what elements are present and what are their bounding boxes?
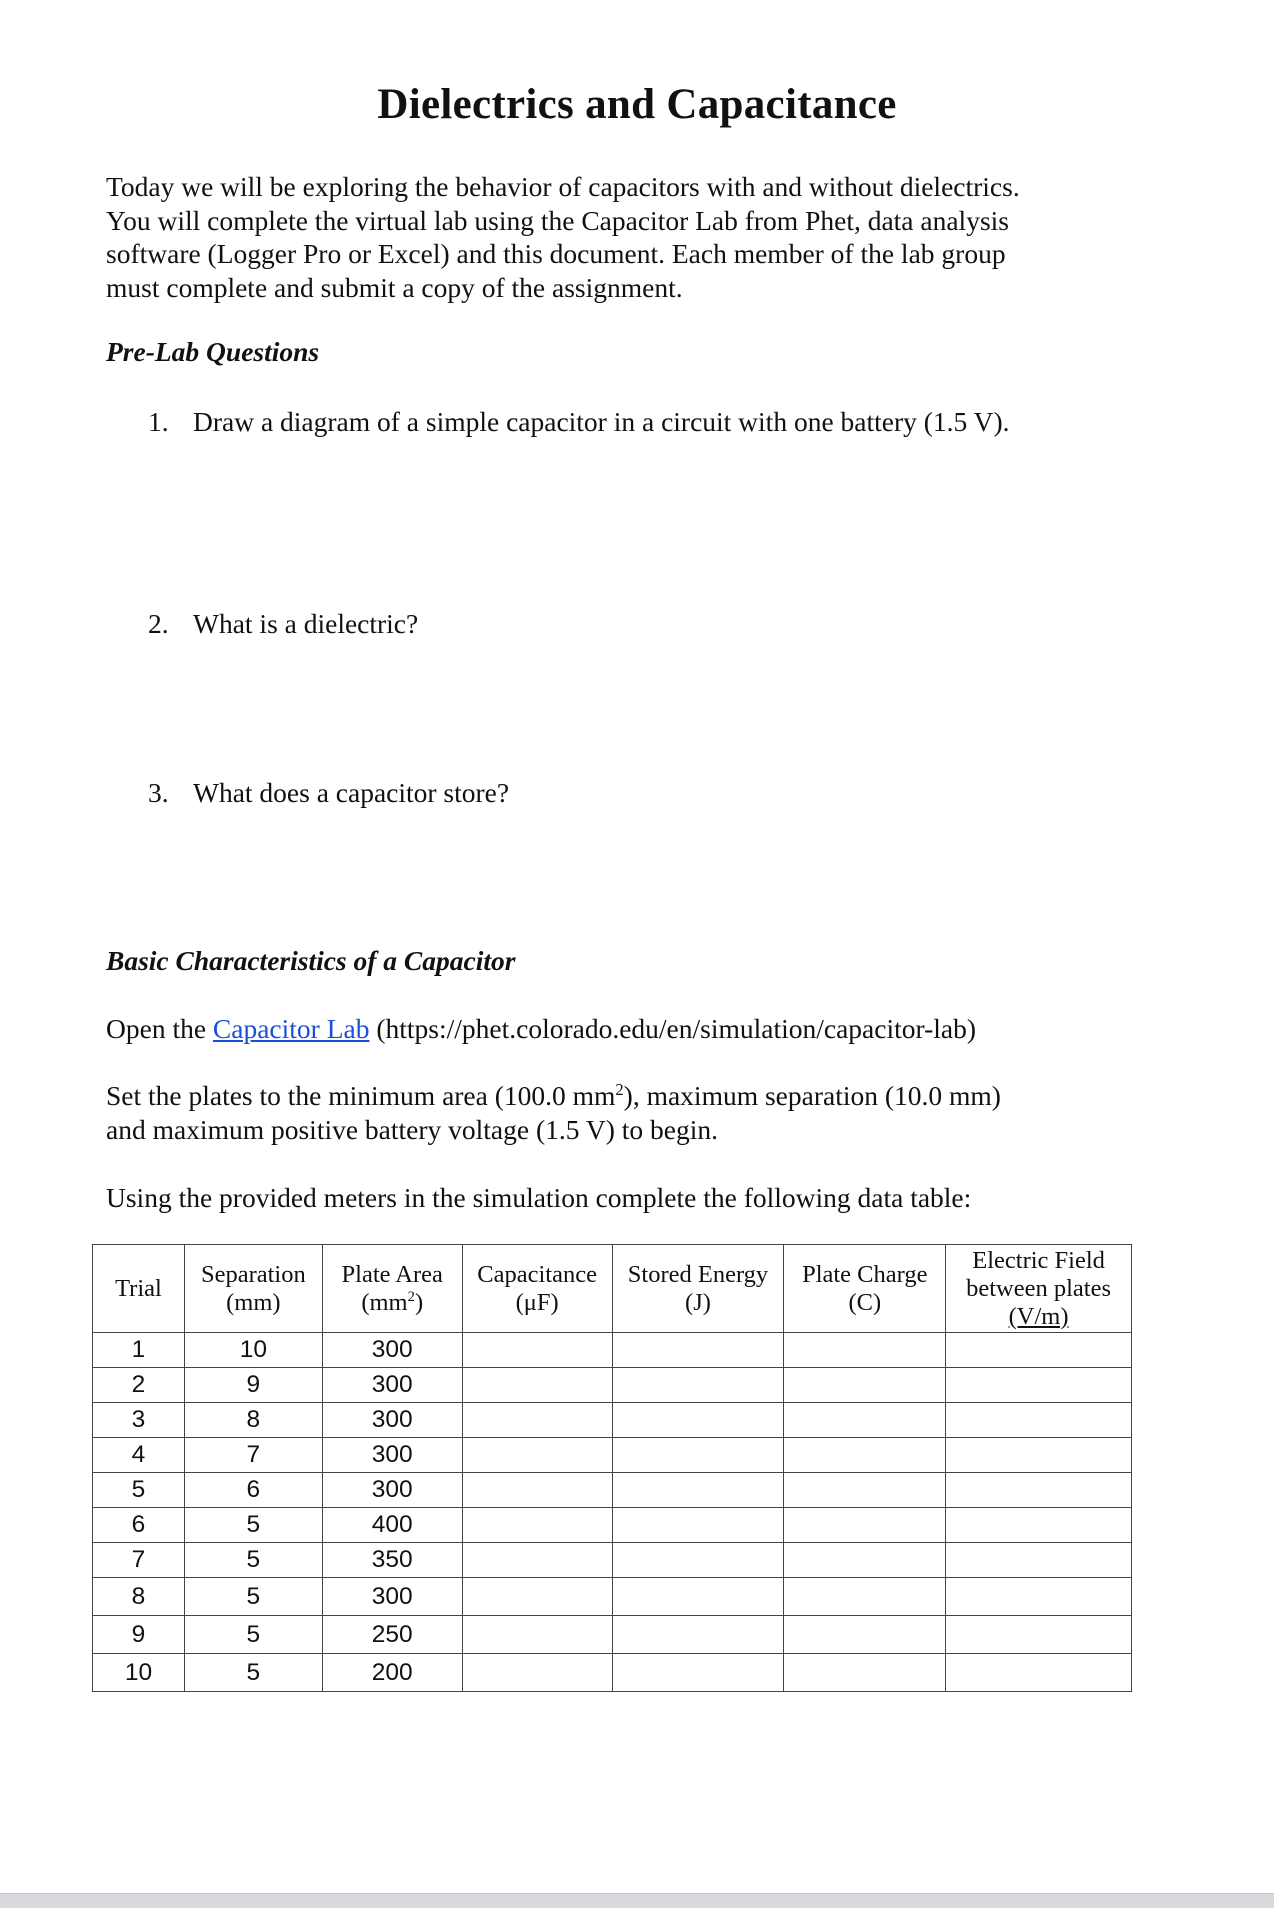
cell-energy[interactable] [612,1403,784,1438]
cell-trial: 9 [93,1616,185,1654]
cell-energy[interactable] [612,1438,784,1473]
cell-capacitance[interactable] [462,1368,612,1403]
table-row [93,1333,1132,1368]
cell-charge[interactable] [784,1333,946,1368]
question-text: What does a capacitor store? [193,777,510,808]
cell-area: 200 [322,1654,462,1692]
cell-area: 300 [322,1473,462,1508]
intro-line: You will complete the virtual lab using the Capacitor Lab from Phet, data analysis [106,204,1009,236]
cell-energy[interactable] [612,1543,784,1578]
header-stored-energy: Stored Energy (J) [612,1245,784,1333]
intro-line: Today we will be exploring the behavior of capacitors with and without dielectrics. [106,171,1020,202]
cell-charge[interactable] [784,1403,946,1438]
cell-area: 300 [322,1403,462,1438]
cell-capacitance[interactable] [462,1333,612,1368]
header-separation: Separation (mm) [184,1245,322,1333]
cell-energy[interactable] [612,1654,784,1692]
table-row [93,1578,1132,1616]
header-plate-area: Plate Area $(mm^2)$ [322,1245,462,1333]
cell-capacitance[interactable] [462,1508,612,1543]
table-row [93,1368,1132,1403]
prelab-heading: Pre-Lab Questions [106,336,320,367]
open-prefix: Open the [106,1013,213,1044]
capacitor-lab-link[interactable]: Capacitor Lab [212,1013,370,1044]
intro-line: must complete and submit a copy of the assignment. [106,271,683,303]
cell-charge[interactable] [784,1438,946,1473]
cell-charge[interactable] [784,1654,946,1692]
setup-text: ), maximum separation (10.0 mm) [623,1080,1001,1111]
question-number: 1. [148,406,169,437]
cell-capacitance[interactable] [462,1543,612,1578]
question-text: What is a dielectric? [193,608,419,639]
cell-area: 300 [322,1578,462,1616]
cell-capacitance[interactable] [462,1473,612,1508]
cell-field[interactable] [946,1438,1132,1473]
cell-separation: 8 [184,1403,322,1438]
table-row [93,1543,1132,1578]
table-row [93,1508,1132,1543]
cell-area: 350 [322,1543,462,1578]
cell-energy[interactable] [612,1473,784,1508]
cell-charge[interactable] [784,1508,946,1543]
cell-separation: 10 [184,1333,322,1368]
intro-line: software (Logger Pro or Excel) and this document. Each member of the lab group [106,238,1006,269]
cell-separation: 5 [184,1543,322,1578]
data-table [92,1244,1132,1692]
basic-heading: Basic Characteristics of a Capacitor [106,945,516,976]
cell-trial: 7 [93,1543,185,1578]
cell-capacitance[interactable] [462,1438,612,1473]
cell-separation: 9 [184,1368,322,1403]
cell-energy[interactable] [612,1368,784,1403]
cell-trial: 10 [93,1654,185,1692]
cell-field[interactable] [946,1333,1132,1368]
question-3 [148,777,509,809]
cell-field[interactable] [946,1578,1132,1616]
cell-area: 300 [322,1438,462,1473]
table-row [93,1473,1132,1508]
header-capacitance: Capacitance (μF) [462,1245,612,1333]
question-text: Draw a diagram of a simple capacitor in a circuit with one battery (1.5 V). [193,406,1010,437]
header-trial: Trial [93,1245,185,1333]
cell-separation: 5 [184,1508,322,1543]
open-lab-line [106,1012,1186,1046]
cell-field[interactable] [946,1508,1132,1543]
cell-energy[interactable] [612,1616,784,1654]
cell-area: 300 [322,1333,462,1368]
cell-trial: 5 [93,1473,185,1508]
intro-paragraph [106,170,1186,304]
table-row [93,1438,1132,1473]
table-row [93,1616,1132,1654]
cell-capacitance[interactable] [462,1654,612,1692]
cell-charge[interactable] [784,1543,946,1578]
page-title: Dielectrics and Capacitance [377,81,897,128]
cell-separation: 5 [184,1654,322,1692]
cell-capacitance[interactable] [462,1578,612,1616]
question-number: 3. [148,777,169,808]
cell-separation: 6 [184,1473,322,1508]
header-plate-charge: Plate Charge (C) [784,1245,946,1333]
cell-field[interactable] [946,1616,1132,1654]
setup-text: Set the plates to the minimum area (100.0 mm [106,1080,616,1111]
bottom-scroll-bar[interactable] [0,1893,1274,1908]
cell-charge[interactable] [784,1368,946,1403]
cell-trial: 8 [93,1578,185,1616]
cell-area: 250 [322,1616,462,1654]
cell-separation: 5 [184,1616,322,1654]
table-header-row [93,1245,1132,1333]
question-number: 2. [148,608,169,639]
instruction-line: Using the provided meters in the simulation complete the following data table: [106,1182,972,1213]
cell-capacitance[interactable] [462,1616,612,1654]
table-row [93,1403,1132,1438]
open-suffix: (https://phet.colorado.edu/en/simulation/capacitor-lab) [369,1013,977,1044]
question-1 [148,406,1010,438]
cell-trial: 3 [93,1403,185,1438]
setup-line-1 [106,1079,1186,1113]
cell-charge[interactable] [784,1578,946,1616]
cell-capacitance[interactable] [462,1403,612,1438]
cell-energy[interactable] [612,1333,784,1368]
cell-charge[interactable] [784,1473,946,1508]
cell-trial: 4 [93,1438,185,1473]
cell-area: 400 [322,1508,462,1543]
cell-trial: 6 [93,1508,185,1543]
header-electric-field: Electric Field between plates (V/m) [946,1245,1132,1333]
cell-trial: 1 [93,1333,185,1368]
cell-field[interactable] [946,1473,1132,1508]
cell-separation: 5 [184,1578,322,1616]
cell-energy[interactable] [612,1578,784,1616]
cell-field[interactable] [946,1368,1132,1403]
cell-energy[interactable] [612,1508,784,1543]
setup-line-2: and maximum positive battery voltage (1.5 V) to begin. [106,1113,719,1145]
superscript: 2 [615,1079,624,1099]
cell-area: 300 [322,1368,462,1403]
cell-charge[interactable] [784,1616,946,1654]
cell-trial: 2 [93,1368,185,1403]
cell-separation: 7 [184,1438,322,1473]
question-2 [148,608,418,640]
cell-field[interactable] [946,1543,1132,1578]
setup-paragraph [106,1079,1186,1146]
cell-field[interactable] [946,1403,1132,1438]
cell-field[interactable] [946,1654,1132,1692]
table-row [93,1654,1132,1692]
